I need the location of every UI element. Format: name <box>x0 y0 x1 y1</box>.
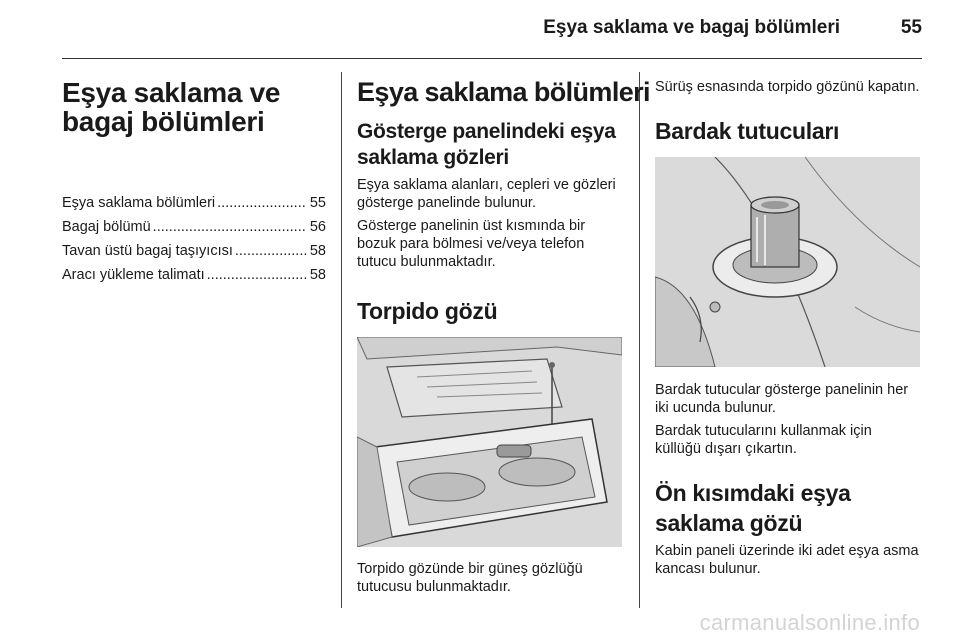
toc-leader-dots <box>207 263 307 287</box>
body-paragraph: Bardak tutucularını kullanmak için küllüğü dışarı çıkartın. <box>655 423 872 457</box>
front-storage-heading: Ön kısımdaki eşya saklama gözü <box>655 480 851 536</box>
body-paragraph: Bardak tutucular gösterge panelinin her iki ucunda bulunur. <box>655 382 909 416</box>
toc-leader-dots <box>153 215 307 239</box>
column-divider-left <box>341 72 342 608</box>
body-paragraph: Gösterge panelinin üst kısmında bir bozuk para bölmesi ve/veya telefon tutucu bulunmaktadır. <box>357 218 586 270</box>
body-paragraph: Kabin paneli üzerinde iki adet eşya asma kancası bulunur. <box>655 543 919 577</box>
cupholder-drawing <box>655 157 920 367</box>
toc-entry-page: 56 <box>309 219 326 235</box>
column-toc <box>62 78 326 287</box>
toc-entry-label: Eşya saklama bölümleri <box>62 195 216 211</box>
toc-entry-page: 58 <box>309 243 326 259</box>
glovebox-heading: Torpido gözü <box>357 298 498 324</box>
toc-entry[interactable] <box>62 263 326 287</box>
toc-entry[interactable] <box>62 191 326 215</box>
toc-entry[interactable] <box>62 215 326 239</box>
header-rule <box>62 58 922 59</box>
toc-entry-label: Bagaj bölümü <box>62 219 151 235</box>
toc-entry-page: 58 <box>309 267 326 283</box>
chapter-title: Eşya saklama ve bagaj bölümleri <box>62 77 281 137</box>
page-number: 55 <box>900 17 922 38</box>
watermark: carmanualsonline.info <box>699 610 920 635</box>
body-paragraph: Sürüş esnasında torpido gözünü kapatın. <box>655 79 920 95</box>
column-divider-right <box>639 72 640 608</box>
glovebox-illustration <box>357 337 622 547</box>
body-paragraph: Eşya saklama alanları, cepleri ve gözleri gösterge panelinde bulunur. <box>357 177 616 211</box>
column-storage <box>357 77 650 596</box>
running-header-title: Eşya saklama ve bagaj bölümleri <box>543 17 840 38</box>
section-title: Eşya saklama bölümleri <box>357 77 650 107</box>
toc-entry[interactable] <box>62 239 326 263</box>
cupholder-illustration <box>655 157 920 367</box>
figure-caption: Torpido gözünde bir güneş gözlüğü tutucusu bulunmaktadır. <box>357 561 583 595</box>
cupholder-heading: Bardak tutucuları <box>655 118 840 144</box>
table-of-contents <box>62 191 326 287</box>
subsection-title: Gösterge panelindeki eşya saklama gözleri <box>357 120 616 169</box>
toc-entry-label: Aracı yükleme talimatı <box>62 267 205 283</box>
toc-entry-page: 55 <box>309 195 326 211</box>
toc-leader-dots <box>235 239 307 263</box>
column-cupholders <box>655 78 920 578</box>
toc-leader-dots <box>217 191 307 215</box>
toc-entry-label: Tavan üstü bagaj taşıyıcısı <box>62 243 233 259</box>
glovebox-drawing <box>357 337 622 547</box>
